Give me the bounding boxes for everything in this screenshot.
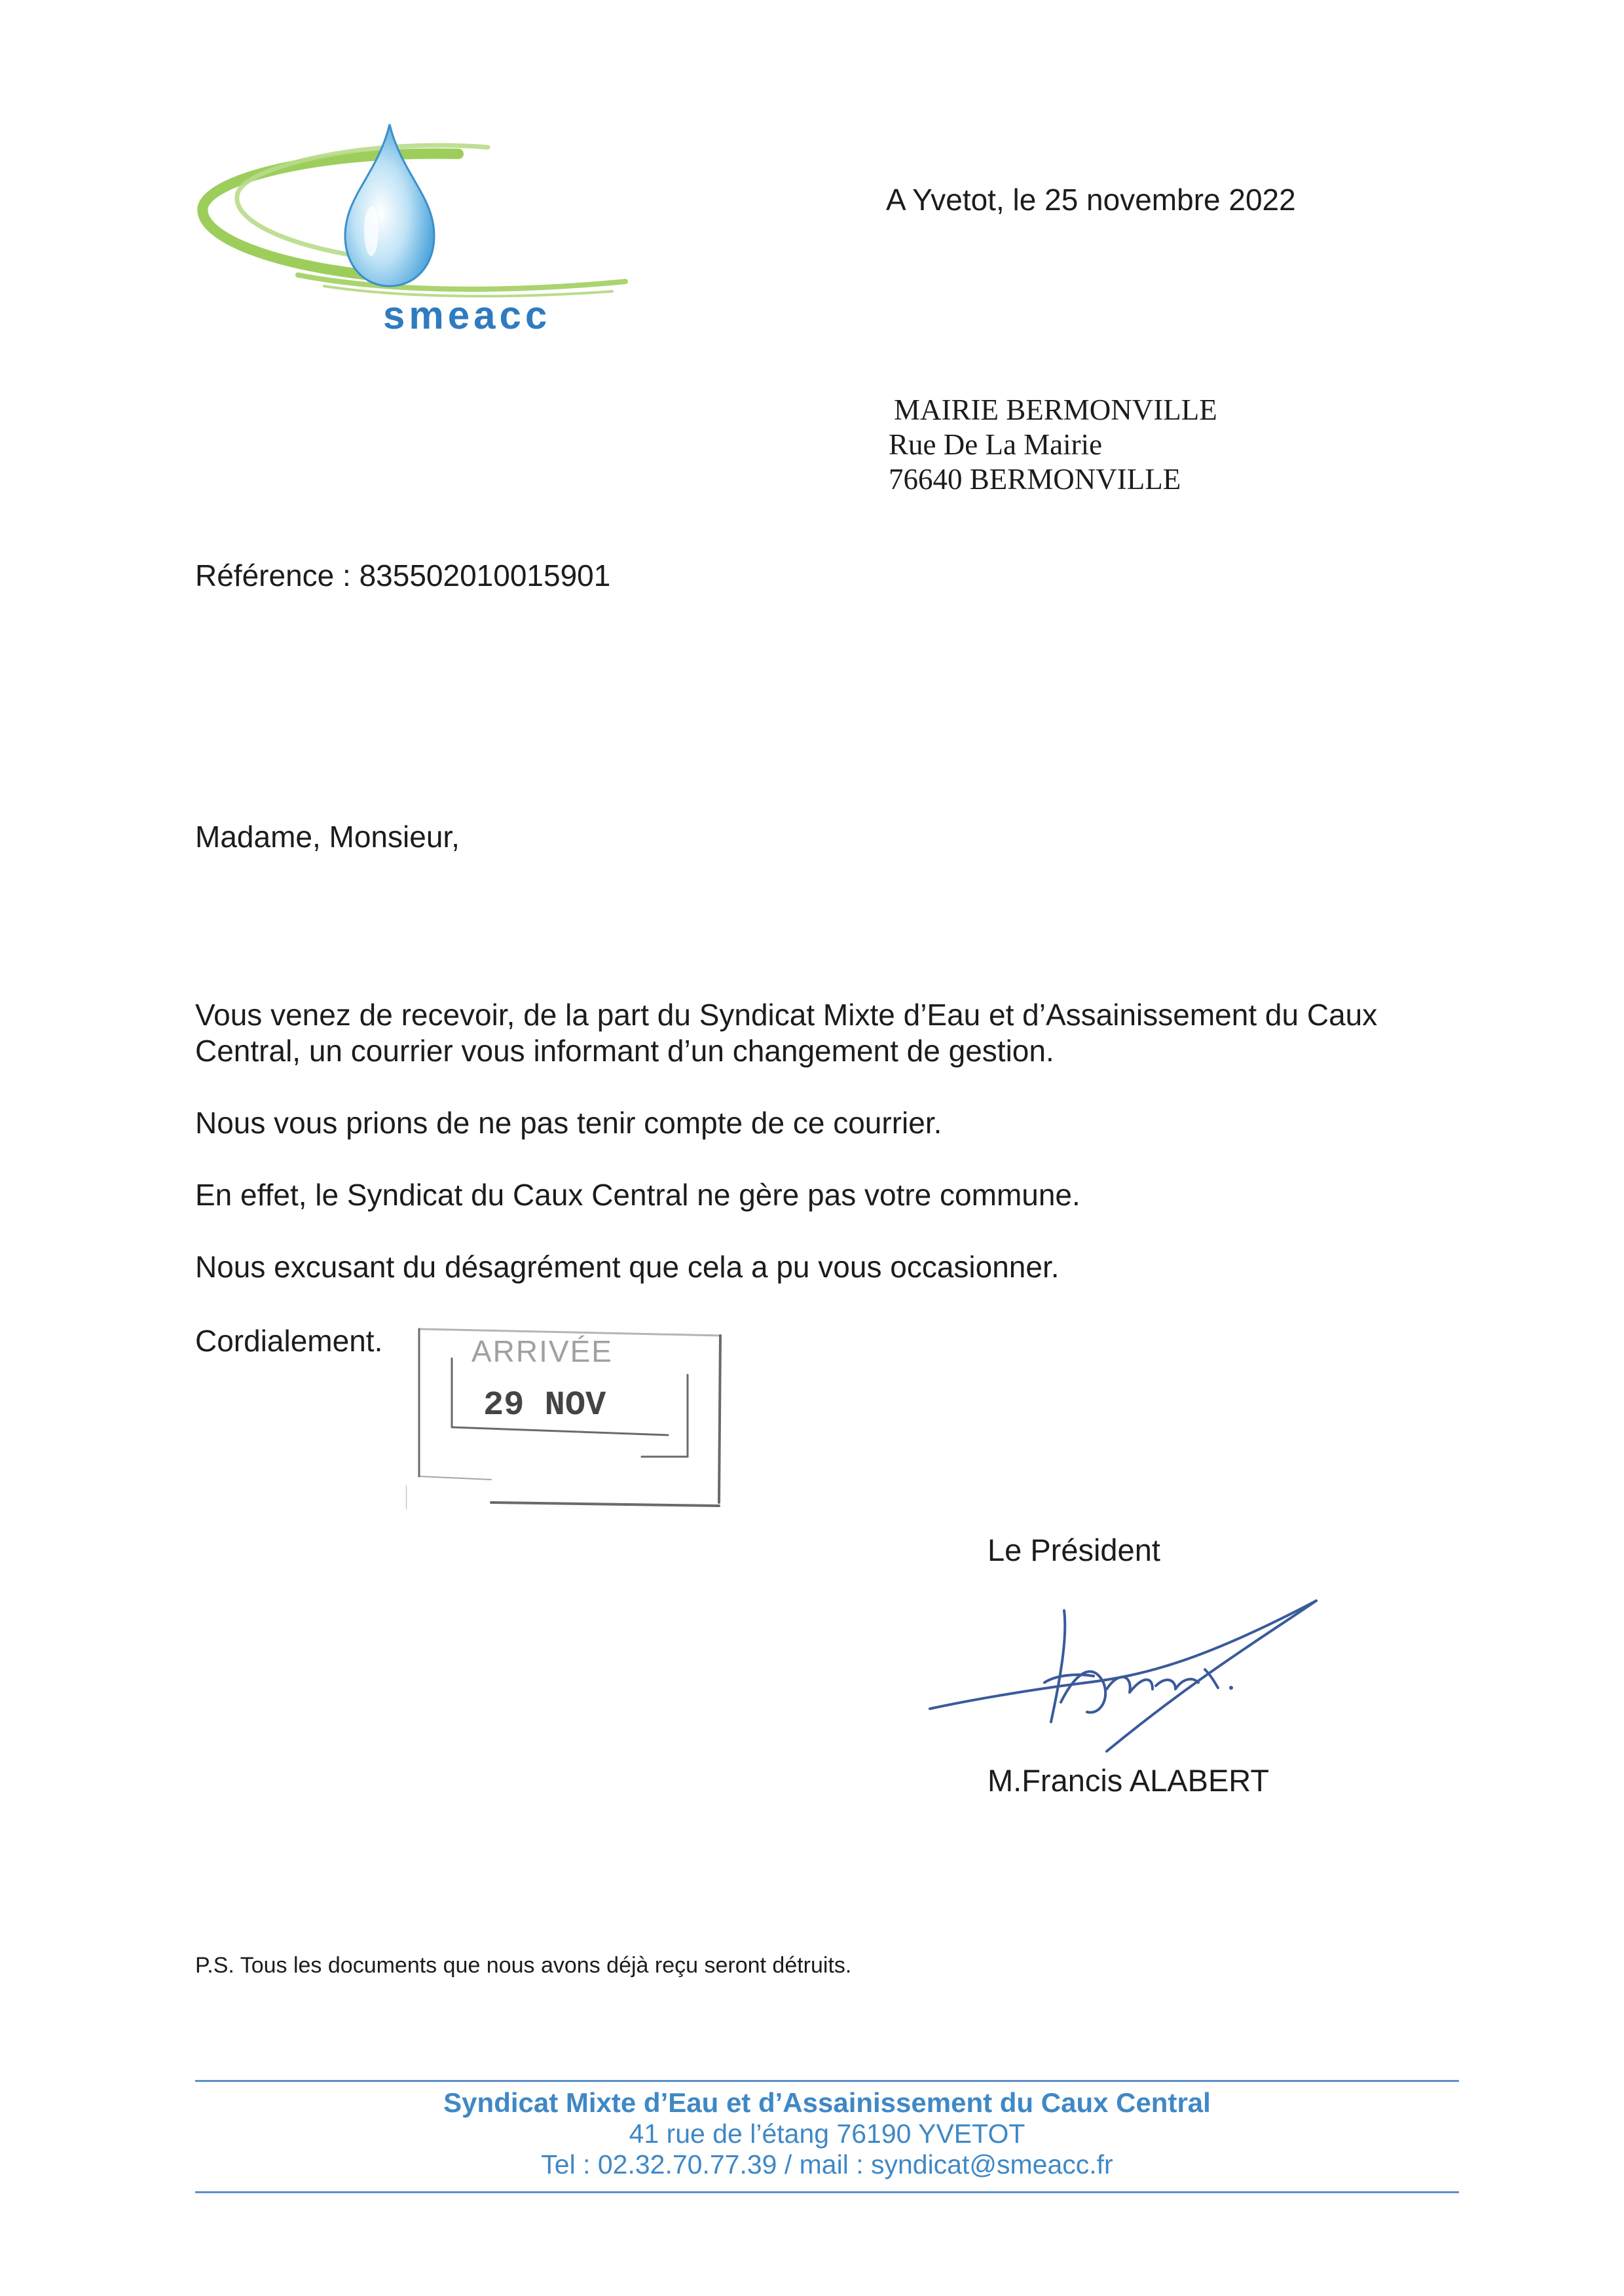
recipient-address (889, 393, 1217, 497)
stamp-label: ARRIVÉE (471, 1334, 613, 1368)
paragraph: Vous venez de recevoir, de la part du Syndicat Mixte d’Eau et d’Assainissement du Caux Central, un courrier vous informant d’un changement de gestion. (195, 998, 1378, 1068)
paragraph: Nous vous prions de ne pas tenir compte de ce courrier. (195, 1106, 942, 1140)
recipient-name: MAIRIE BERMONVILLE (894, 393, 1217, 426)
date-line: A Yvetot, le 25 novembre 2022 (886, 183, 1296, 217)
handwritten-signature (923, 1584, 1336, 1781)
footer-organization: Syndicat Mixte d’Eau et d’Assainissement du Caux Central (443, 2087, 1211, 2118)
footer-contact: Tel : 02.32.70.77.39 / mail : syndicat@smeacc.fr (541, 2149, 1113, 2179)
stamp-date: 29 NOV (483, 1386, 606, 1425)
paragraph: Nous excusant du désagrément que cela a pu vous occasionner. (195, 1250, 1060, 1284)
footer (195, 2087, 1459, 2180)
smeacc-logo (193, 115, 638, 337)
paragraph: En effet, le Syndicat du Caux Central ne gère pas votre commune. (195, 1178, 1080, 1212)
reference: Référence : 835502010015901 (195, 558, 611, 592)
footer-address: 41 rue de l’étang 76190 YVETOT (629, 2119, 1025, 2149)
recipient-street: Rue De La Mairie (889, 428, 1103, 461)
signatory-title: Le Président (987, 1533, 1160, 1567)
signatory-name: M.Francis ALABERT (987, 1763, 1270, 1798)
letter-body (195, 997, 1472, 1285)
footer-divider-bottom (195, 2191, 1459, 2193)
logo-text: smeacc (383, 293, 551, 337)
closing: Cordialement. (195, 1324, 383, 1358)
postscript: P.S. Tous les documents que nous avons déjà reçu seront détruits. (195, 1953, 852, 1978)
recipient-city: 76640 BERMONVILLE (889, 463, 1181, 496)
salutation: Madame, Monsieur, (195, 820, 460, 854)
footer-divider-top (195, 2080, 1459, 2082)
arrival-stamp (406, 1316, 747, 1532)
